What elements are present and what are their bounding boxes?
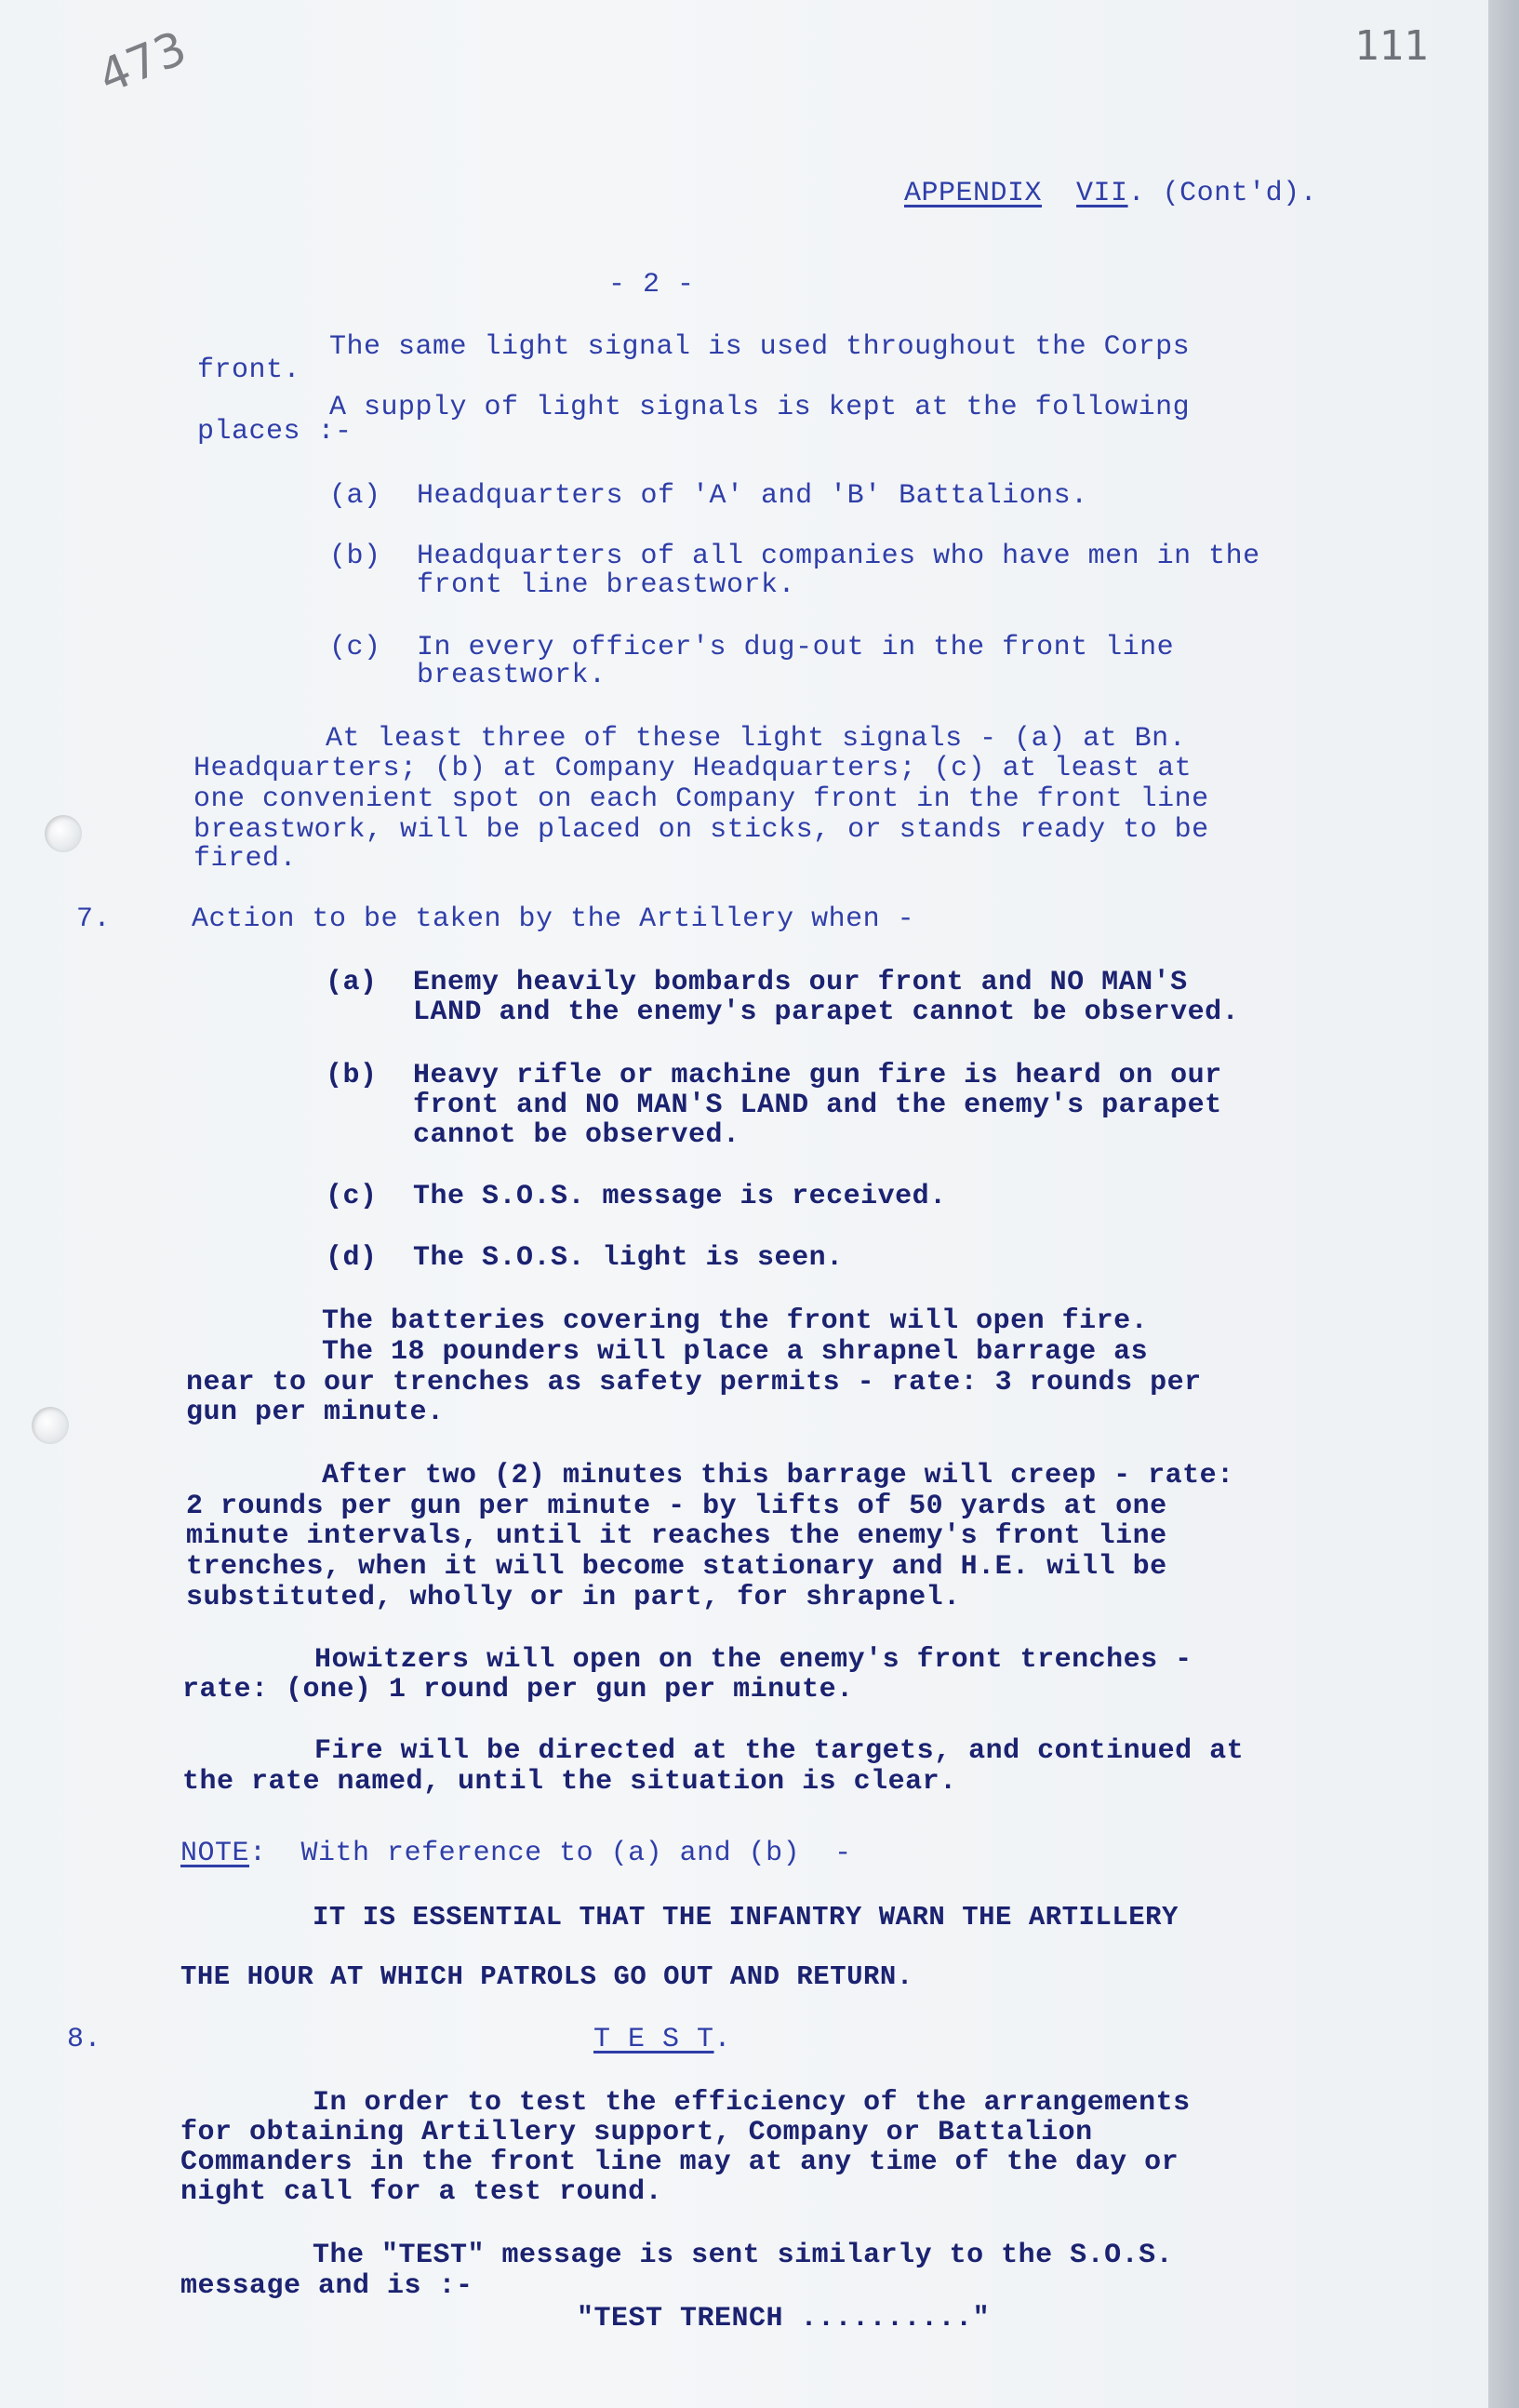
section-7-heading: Action to be taken by the Artillery when - bbox=[192, 903, 915, 935]
folio-number: 473 bbox=[91, 20, 194, 104]
item-7b-line-1: Heavy rifle or machine gun fire is heard on our bbox=[413, 1060, 1222, 1091]
item-7c-label: (c) bbox=[326, 1181, 378, 1212]
least-line-3: one convenient spot on each Company front in the front line bbox=[193, 783, 1209, 815]
test-msg-line-1: The "TEST" message is sent similarly to the S.O.S. bbox=[313, 2240, 1174, 2271]
intro-line-3: A supply of light signals is kept at the following bbox=[329, 392, 1191, 423]
creep-line-2: 2 rounds per gun per minute - by lifts of 50 yards at one bbox=[186, 1491, 1167, 1522]
test-msg-line-2: message and is :- bbox=[180, 2270, 473, 2302]
test-trench-message: "TEST TRENCH .........." bbox=[577, 2303, 991, 2334]
page-edge-shadow bbox=[1488, 0, 1519, 2408]
punch-hole-top bbox=[45, 815, 82, 852]
item-7b-line-2: front and NO MAN'S LAND and the enemy's parapet bbox=[413, 1090, 1222, 1121]
place-b-text-2: front line breastwork. bbox=[417, 569, 796, 601]
note-label: NOTE bbox=[180, 1838, 250, 1869]
fire-line-1: Fire will be directed at the targets, and continued at bbox=[314, 1735, 1245, 1767]
item-7d-line-1: The S.O.S. light is seen. bbox=[413, 1242, 844, 1274]
section-7-number: 7. bbox=[76, 903, 112, 935]
test-heading-suffix: . bbox=[713, 2024, 732, 2055]
intro-line-1: The same light signal is used throughout the Corps bbox=[329, 331, 1191, 363]
fire-line-2: the rate named, until the situation is clear. bbox=[182, 1766, 957, 1798]
least-line-1: At least three of these light signals - (a) at Bn. bbox=[326, 723, 1187, 755]
howitzers-line-1: Howitzers will open on the enemy's front trenches - bbox=[314, 1644, 1193, 1676]
section-8-heading bbox=[593, 2025, 731, 2055]
item-7b-line-3: cannot be observed. bbox=[413, 1119, 740, 1151]
place-c-text-2: breastwork. bbox=[417, 660, 606, 691]
item-7a-label: (a) bbox=[326, 967, 378, 998]
item-7d-label: (d) bbox=[326, 1242, 378, 1274]
appendix-suffix: . (Cont'd). bbox=[1127, 178, 1318, 209]
note-emphasis-1: IT IS ESSENTIAL THAT THE INFANTRY WARN THE ARTILLERY bbox=[313, 1902, 1179, 1933]
batteries-line-3: near to our trenches as safety permits - rate: 3 rounds per bbox=[186, 1367, 1202, 1398]
test-para-line-2: for obtaining Artillery support, Company or Battalion bbox=[180, 2117, 1093, 2148]
place-b-label: (b) bbox=[329, 541, 381, 572]
creep-line-1: After two (2) minutes this barrage will creep - rate: bbox=[322, 1460, 1234, 1492]
note-line bbox=[180, 1839, 852, 1869]
item-7b-label: (b) bbox=[326, 1060, 378, 1091]
item-7c-line-1: The S.O.S. message is received. bbox=[413, 1181, 947, 1212]
appendix-title bbox=[904, 179, 1317, 209]
punch-hole-bottom bbox=[32, 1407, 69, 1444]
batteries-line-1: The batteries covering the front will open fire. bbox=[322, 1305, 1149, 1337]
intro-line-4: places :- bbox=[197, 416, 353, 448]
page-marker: - 2 - bbox=[608, 269, 695, 301]
creep-line-4: trenches, when it will become stationary and H.E. will be bbox=[186, 1551, 1167, 1583]
place-c-label: (c) bbox=[329, 632, 381, 663]
creep-line-5: substituted, wholly or in part, for shrapnel. bbox=[186, 1582, 961, 1613]
least-line-2: Headquarters; (b) at Company Headquarters; (c) at least at bbox=[193, 753, 1193, 784]
test-para-line-4: night call for a test round. bbox=[180, 2176, 663, 2208]
batteries-line-2: The 18 pounders will place a shrapnel barrage as bbox=[322, 1336, 1149, 1368]
test-para-line-3: Commanders in the front line may at any time of the day or bbox=[180, 2147, 1179, 2178]
section-8-number: 8. bbox=[67, 2024, 102, 2055]
test-para-line-1: In order to test the efficiency of the arrangements bbox=[313, 2087, 1191, 2119]
least-line-4: breastwork, will be placed on sticks, or stands ready to be bbox=[193, 814, 1209, 846]
appendix-word: APPENDIX bbox=[904, 178, 1043, 209]
least-line-5: fired. bbox=[193, 843, 298, 875]
howitzers-line-2: rate: (one) 1 round per gun per minute. bbox=[182, 1674, 854, 1706]
note-emphasis-2: THE HOUR AT WHICH PATROLS GO OUT AND RETURN. bbox=[180, 1961, 913, 1992]
page-stamp-number: 111 bbox=[1354, 22, 1429, 70]
test-heading: T E S T bbox=[593, 2024, 714, 2055]
item-7a-line-2: LAND and the enemy's parapet cannot be observed. bbox=[413, 997, 1240, 1028]
batteries-line-4: gun per minute. bbox=[186, 1397, 445, 1428]
note-text: With reference to (a) and (b) - bbox=[300, 1838, 852, 1869]
appendix-number: VII bbox=[1076, 178, 1128, 209]
place-c-text-1: In every officer's dug-out in the front line bbox=[417, 632, 1175, 663]
place-b-text-1: Headquarters of all companies who have men in the bbox=[417, 541, 1260, 572]
creep-line-3: minute intervals, until it reaches the enemy's front line bbox=[186, 1520, 1167, 1552]
intro-line-2: front. bbox=[197, 355, 301, 386]
place-a-text: Headquarters of 'A' and 'B' Battalions. bbox=[417, 480, 1088, 512]
item-7a-line-1: Enemy heavily bombards our front and NO MAN'S bbox=[413, 967, 1188, 998]
note-colon: : bbox=[249, 1838, 267, 1869]
place-a-label: (a) bbox=[329, 480, 381, 512]
